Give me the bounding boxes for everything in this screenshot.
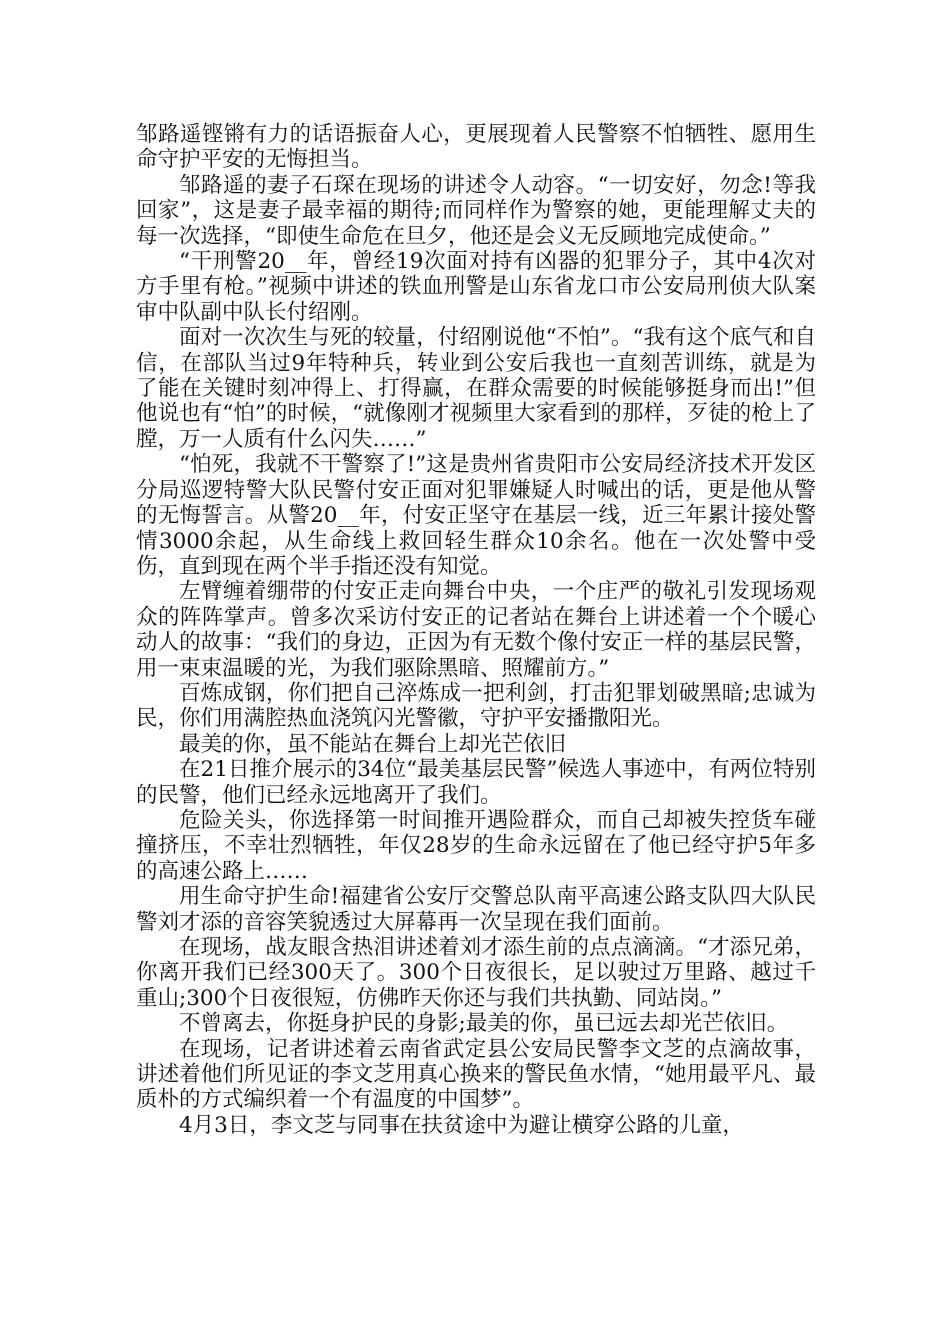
paragraph: 在21日推介展示的34位“最美基层民警”候选人事迹中，有两位特别的民警，他们已经永远地离开了我们。 (136, 757, 816, 808)
paragraph: “怕死，我就不干警察了!”这是贵州省贵阳市公安局经济技术开发区分局巡逻特警大队民警付安正面对犯罪嫌疑人时喊出的话，更是他从警的无悔誓言。从警20__年，付安正坚守在基层一线，近三年累计接处警情3000余起，从生命线上救回轻生群众10余名。他在一次处警中受伤，直到现在两个半手指还没有知觉。 (136, 452, 816, 579)
paragraph: 百炼成钢，你们把自己淬炼成一把利剑，打击犯罪划破黑暗;忠诚为民，你们用满腔热血浇筑闪光警徽，守护平安播撒阳光。 (136, 680, 816, 732)
paragraph: 用生命守护生命!福建省公安厅交警总队南平高速公路支队四大队民警刘才添的音容笑貌透过大屏幕再一次呈现在我们面前。 (136, 884, 816, 935)
paragraph: 在现场，战友眼含热泪讲述着刘才添生前的点点滴滴。“才添兄弟，你离开我们已经300天了。300个日夜很长，足以驶过万里路、越过千重山;300个日夜很短，仿佛昨天你还与我们共执勤、同站岗。” (136, 935, 816, 1011)
paragraph: 危险关头，你选择第一时间推开遇险群众，而自己却被失控货车碰撞挤压，不幸壮烈牺牲，年仅28岁的生命永远留在了他已经守护5年多的高速公路上…… (136, 807, 816, 884)
paragraph: 面对一次次生与死的较量，付绍刚说他“不怕”。“我有这个底气和自信，在部队当过9年特种兵，转业到公安后我也一直刻苦训练，就是为了能在关键时刻冲得上、打得赢，在群众需要的时候能够挺身而出!”但他说也有“怕”的时候，“就像刚才视频里大家看到的那样，歹徒的枪上了膛，万一人质有什么闪失……” (136, 325, 816, 452)
paragraph: “干刑警20__年，曾经19次面对持有凶器的犯罪分子，其中4次对方手里有枪。”视频中讲述的铁血刑警是山东省龙口市公安局刑侦大队案审中队副中队长付绍刚。 (136, 249, 816, 325)
paragraph: 不曾离去，你挺身护民的身影;最美的你，虽已远去却光芒依旧。 (179, 1011, 789, 1037)
paragraph: 在现场，记者讲述着云南省武定县公安局民警李文芝的点滴故事，讲述着他们所见证的李文芝用真心换来的警民鱼水情，“她用最平凡、最质朴的方式编织着一个有温度的中国梦”。 (136, 1036, 816, 1113)
paragraph: 邹路遥的妻子石琛在现场的讲述令人动容。“一切安好，勿念!等我回家”，这是妻子最幸福的期待;而同样作为警察的她，更能理解丈夫的每一次选择，“即使生命危在旦夕，他还是会义无反顾地完成使命。” (136, 172, 816, 249)
article-body (136, 122, 816, 1138)
paragraph-continued: 邹路遥铿锵有力的话语振奋人心，更展现着人民警察不怕牺牲、愿用生命守护平安的无悔担当。 (136, 122, 816, 173)
section-heading: 最美的你，虽不能站在舞台上却光芒依旧 (179, 731, 567, 757)
paragraph: 左臂缠着绷带的付安正走向舞台中央，一个庄严的敬礼引发现场观众的阵阵掌声。曾多次采访付安正的记者站在舞台上讲述着一个个暖心动人的故事：“我们的身边，正因为有无数个像付安正一样的基层民警，用一束束温暖的光，为我们驱除黑暗、照耀前方。” (136, 579, 816, 681)
paragraph: 4月3日，李文芝与同事在扶贫途中为避让横穿公路的儿童， (179, 1112, 744, 1138)
